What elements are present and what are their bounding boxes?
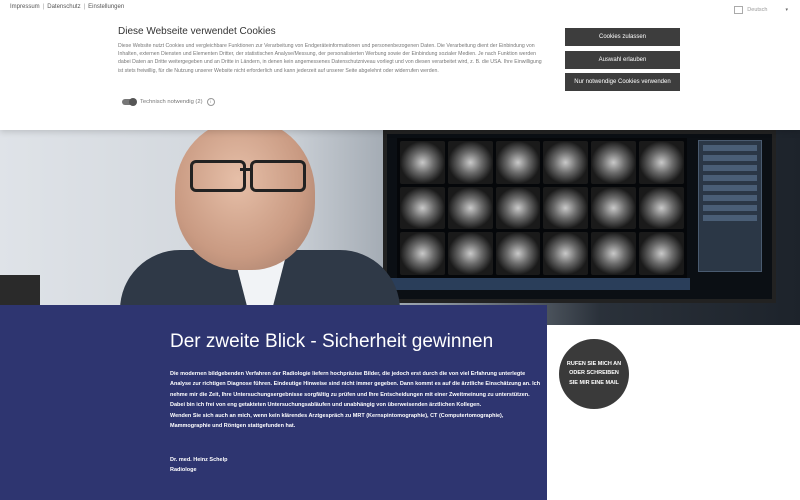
signature-role: Radiologe	[170, 467, 197, 474]
intro-paragraph-1: Die modernen bildgebenden Verfahren der Radiologie liefern hochpräzise Bilder, die jedoch erst durch die von viel Erfahrung unterlegte Analyse zur richtigen Diagnose führen. Eindeutige Hinweise sind nicht immer gegeben. Dann kommt es auf die ärztliche Einschätzung an. Ich nehme mir die Zeit, Ihre Untersuchungsergebnisse sorgfältig zu prüfen und Ihre Entscheidungen mit einer Zweitmeinung zu unterstützen. Dabei bin ich frei von eng getakteten Untersuchungsabläufen und unabhängig von überweisenden ärztlichen Kollegen.	[170, 371, 541, 409]
monitor-taskbar	[390, 278, 690, 290]
hero-image	[0, 130, 800, 325]
signature-name: Dr. med. Heinz Schelp	[170, 457, 228, 463]
contact-cta-button[interactable]: RUFEN SIE MICH AN ODER SCHREIBEN SIE MIR EINE MAIL	[559, 339, 629, 409]
datenschutz-link[interactable]: Datenschutz	[47, 4, 81, 10]
intro-text	[170, 369, 542, 431]
necessary-toggle[interactable]	[122, 99, 136, 105]
language-selector[interactable]	[734, 6, 788, 14]
info-icon[interactable]: i	[207, 98, 215, 106]
page-headline: Der zweite Blick - Sicherheit gewinnen	[170, 331, 494, 352]
glasses	[190, 160, 305, 188]
cookie-title: Diese Webseite verwendet Cookies	[118, 26, 276, 37]
top-links: Impressum | Datenschutz | Einstellungen	[10, 4, 125, 10]
caret-down-icon: ▾	[785, 7, 788, 13]
allow-cookies-button[interactable]: Cookies zulassen	[565, 28, 680, 46]
intro-paragraph-2: Wenden Sie sich auch an mich, wenn kein klärendes Arztgespräch zu MRT (Kernspintomographie), CT (Computertomographie), Mammographie und Röntgen stattgefunden hat.	[170, 412, 504, 430]
viewer-panel	[698, 140, 762, 272]
cookie-text: Diese Website nutzt Cookies und vergleichbare Funktionen zur Verarbeitung von Endgeräteinformationen und personenbezogenen Daten. Die Verarbeitung dient der Einbindung von Inhalten, externen Diensten und Elementen Dritter, der statistischen Analyse/Messung, der personalisierten Werbung sowie der Einbindung sozialer Medien. Je nach Funktion werden dabei Daten an Dritte weitergegeben und an Dritte in Ländern, in denen kein angemessenes Datenschutzniveau vorliegt und von diesen verarbeitet wird, z. B. die USA. Ihre Einwilligung ist stets freiwillig, für die Nutzung unserer Website nicht erforderlich und kann jederzeit auf unserer Seite abgelehnt oder widerrufen werden.	[118, 43, 542, 74]
cookie-toggle-row	[122, 98, 215, 106]
signature	[170, 455, 227, 476]
necessary-toggle-label: Technisch notwendig (2)	[140, 99, 203, 105]
necessary-only-button[interactable]: Nur notwendige Cookies verwenden	[565, 73, 680, 91]
cookie-banner	[0, 0, 800, 130]
allow-selection-button[interactable]: Auswahl erlauben	[565, 51, 680, 69]
impressum-link[interactable]: Impressum	[10, 4, 40, 10]
einstellungen-link[interactable]: Einstellungen	[88, 4, 125, 10]
language-flag-icon	[734, 6, 743, 14]
doctor-portrait	[120, 130, 420, 325]
language-label: Deutsch	[747, 7, 768, 13]
scan-grid	[397, 138, 687, 278]
